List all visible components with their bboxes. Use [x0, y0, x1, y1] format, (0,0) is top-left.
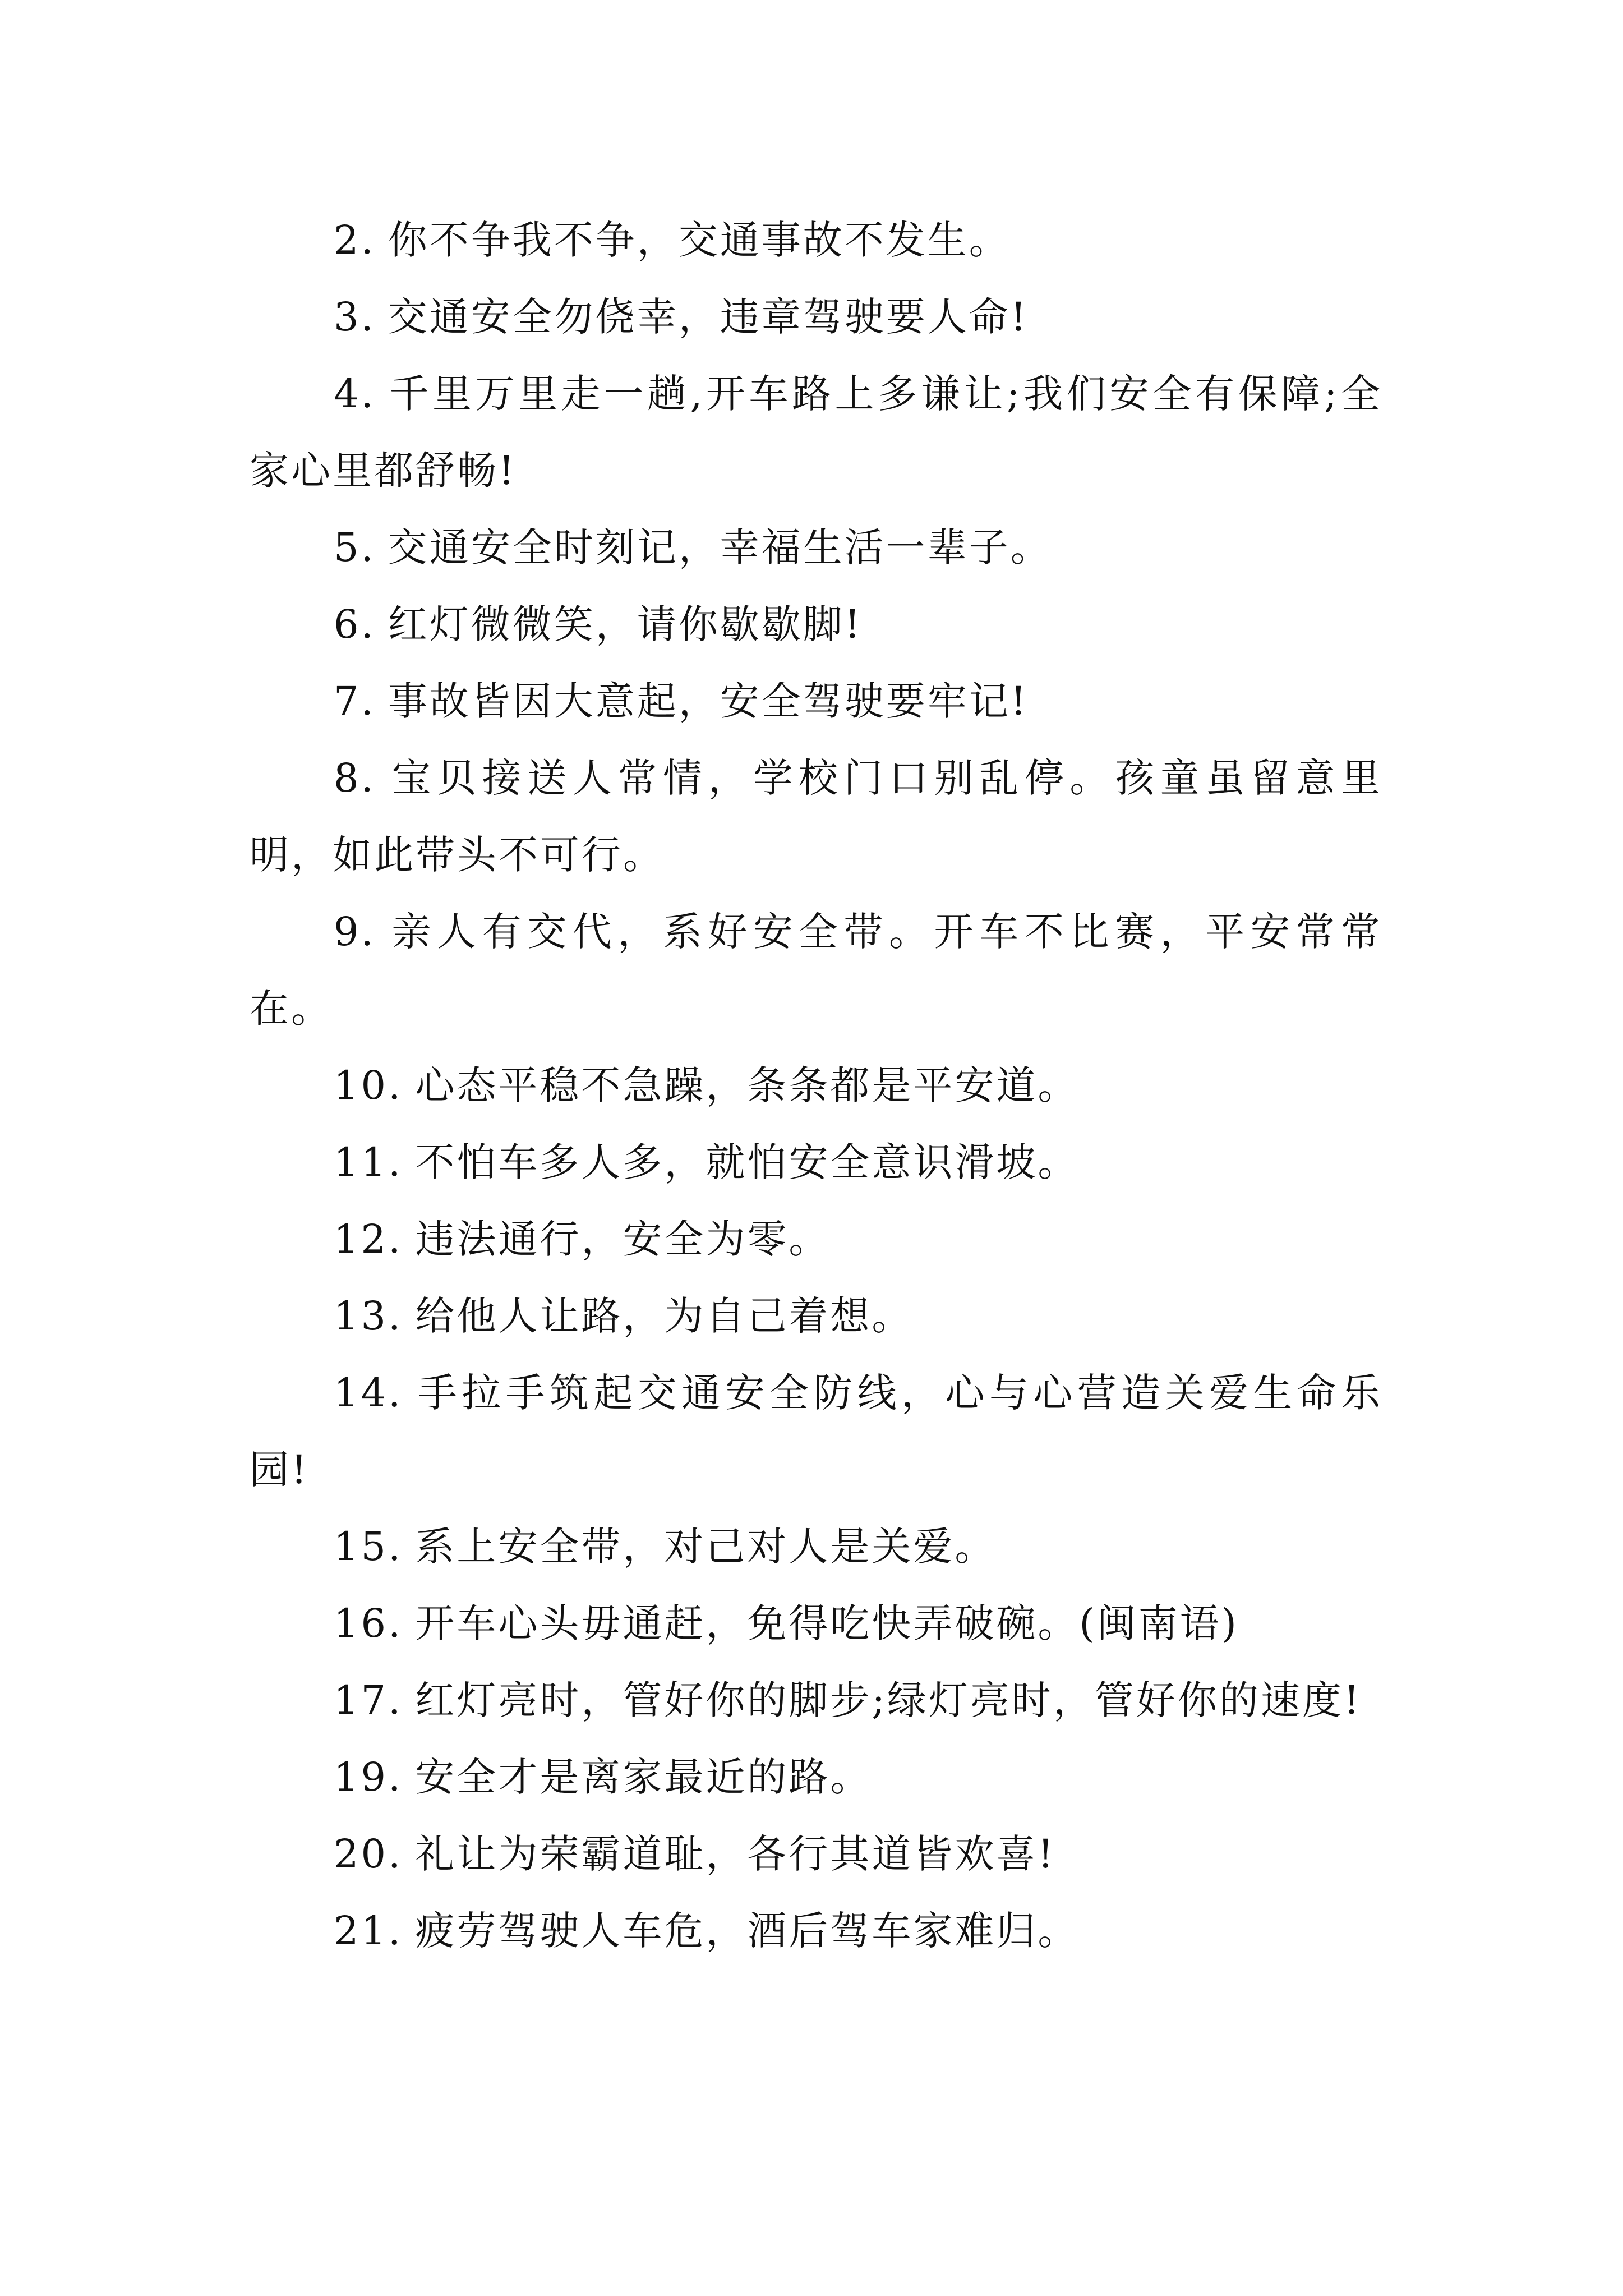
list-item: [250, 1585, 1382, 1662]
item-number: 3.: [334, 294, 376, 340]
item-number: 2.: [334, 217, 376, 263]
list-item: [250, 1355, 1382, 1508]
item-text: 不怕车多人多，就怕安全意识滑坡。: [415, 1139, 1080, 1185]
item-text: 交通安全勿侥幸，违章驾驶要人命!: [388, 294, 1029, 340]
item-text: 交通安全时刻记，幸福生活一辈子。: [388, 524, 1052, 570]
item-text: 手拉手筑起交通安全防线，心与心营造关爱生命乐园!: [250, 1370, 1382, 1493]
item-text: 亲人有交代，系好安全带。开车不比赛，平安常常在。: [250, 909, 1382, 1032]
item-text: 疲劳驾驶人车危，酒后驾车家难归。: [415, 1908, 1080, 1954]
item-number: 9.: [334, 909, 376, 955]
item-text: 事故皆因大意起，安全驾驶要牢记!: [388, 678, 1029, 724]
item-number: 11.: [334, 1139, 403, 1185]
item-number: 10.: [334, 1062, 403, 1108]
item-number: 17.: [334, 1677, 403, 1723]
item-number: 20.: [334, 1831, 403, 1877]
item-number: 12.: [334, 1216, 403, 1262]
list-item: [250, 1124, 1382, 1201]
list-item: [250, 1662, 1382, 1739]
item-text: 千里万里走一趟,开车路上多谦让;我们安全有保障;全家心里都舒畅!: [250, 371, 1382, 494]
item-number: 8.: [334, 755, 376, 801]
list-item: [250, 1816, 1382, 1893]
item-text: 心态平稳不急躁，条条都是平安道。: [415, 1062, 1080, 1108]
item-number: 7.: [334, 678, 376, 724]
item-text: 礼让为荣霸道耻，各行其道皆欢喜!: [415, 1831, 1056, 1877]
item-text: 系上安全带，对己对人是关爱。: [415, 1524, 997, 1570]
item-number: 14.: [334, 1370, 403, 1416]
item-text: 宝贝接送人常情，学校门口别乱停。孩童虽留意里明，如此带头不可行。: [250, 755, 1382, 878]
list-item: [250, 894, 1382, 1047]
list-item: [250, 663, 1382, 740]
list-item: [250, 1508, 1382, 1585]
item-text: 违法通行，安全为零。: [415, 1216, 831, 1262]
list-item: [250, 586, 1382, 663]
list-item: [250, 1047, 1382, 1124]
list-item: [250, 279, 1382, 356]
item-number: 13.: [334, 1293, 403, 1339]
item-number: 21.: [334, 1908, 403, 1954]
item-number: 16.: [334, 1600, 403, 1646]
item-text: 你不争我不争，交通事故不发生。: [388, 217, 1011, 263]
item-number: 15.: [334, 1524, 403, 1570]
item-text: 红灯微微笑，请你歇歇脚!: [388, 601, 863, 647]
item-text: 开车心头毋通赶，免得吃快弄破碗。(闽南语): [415, 1600, 1239, 1646]
item-number: 5.: [334, 524, 376, 570]
item-text: 给他人让路，为自己着想。: [415, 1293, 914, 1339]
item-number: 6.: [334, 601, 376, 647]
list-item: [250, 1201, 1382, 1278]
item-text: 安全才是离家最近的路。: [415, 1754, 872, 1800]
list-item: [250, 509, 1382, 586]
item-text: 红灯亮时，管好你的脚步;绿灯亮时，管好你的速度!: [415, 1677, 1362, 1723]
item-number: 19.: [334, 1754, 403, 1800]
list-item: [250, 1739, 1382, 1816]
list-item: [250, 740, 1382, 894]
list-item: [250, 356, 1382, 509]
list-item: [250, 1893, 1382, 1970]
slogan-list: [250, 202, 1382, 1970]
list-item: [250, 1278, 1382, 1355]
item-number: 4.: [334, 371, 376, 417]
list-item: [250, 202, 1382, 279]
